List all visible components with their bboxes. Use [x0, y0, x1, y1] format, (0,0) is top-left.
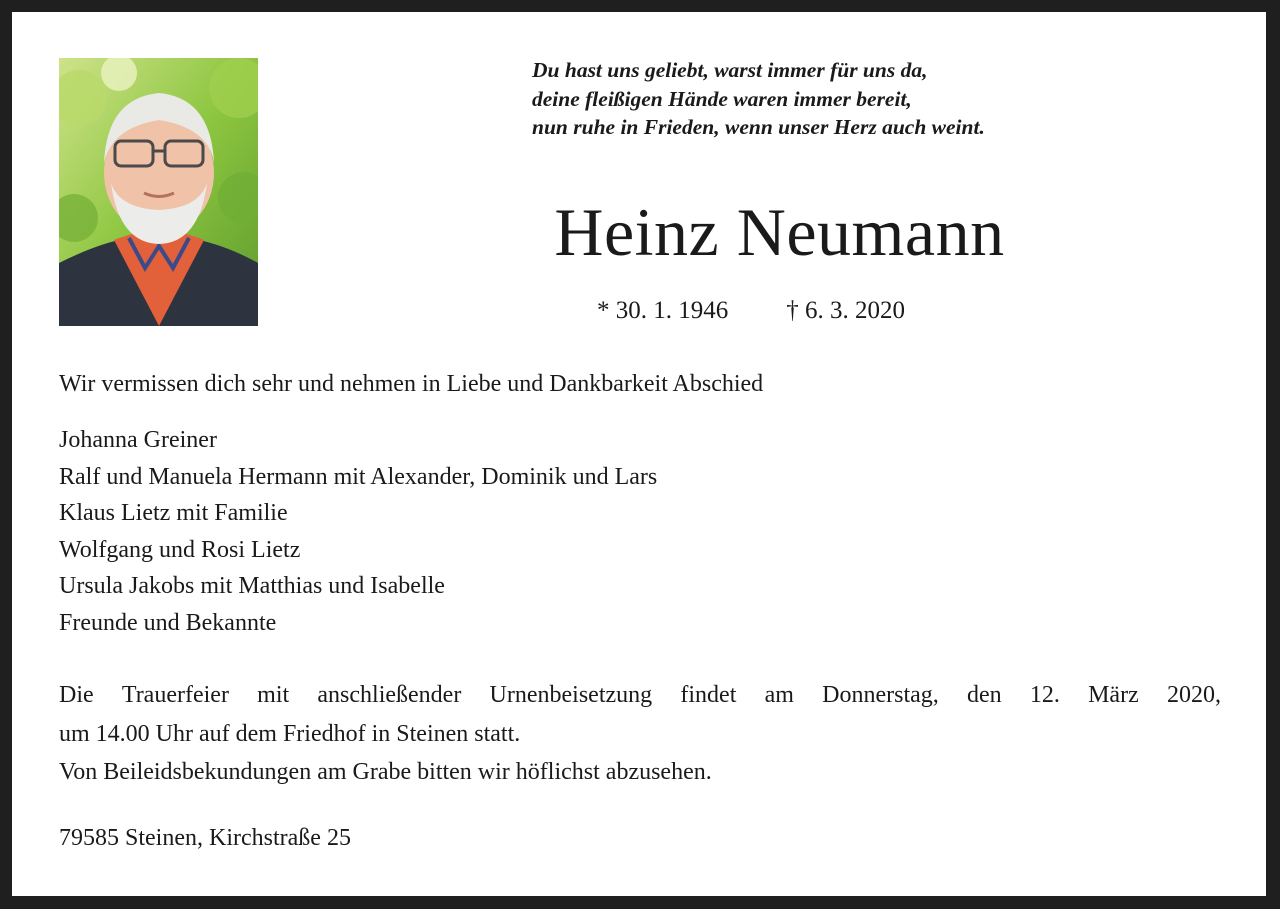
ceremony-word: 12.	[1029, 682, 1060, 708]
deceased-name: Heinz Neumann	[554, 194, 1005, 270]
mourner-entry: Ralf und Manuela Hermann mit Alexander, Dominik und Lars	[59, 463, 658, 490]
portrait-image	[59, 58, 258, 326]
death-date: † 6. 3. 2020	[786, 297, 905, 324]
birth-date: * 30. 1. 1946	[597, 297, 729, 324]
mourner-entry: Klaus Lietz mit Familie	[59, 500, 288, 527]
mourner-entry: Freunde und Bekannte	[59, 609, 277, 636]
ceremony-info	[59, 676, 1221, 792]
mourner-entry: Wolfgang und Rosi Lietz	[59, 536, 301, 563]
ceremony-word: Urnenbeisetzung	[489, 682, 653, 708]
ceremony-line: um 14.00 Uhr auf dem Friedhof in Steinen statt.	[59, 720, 521, 747]
verse-line: deine fleißigen Hände waren immer bereit,	[532, 86, 912, 111]
portrait-photo	[59, 58, 258, 326]
memorial-verse	[532, 56, 1232, 142]
ceremony-word: März	[1088, 682, 1139, 708]
mourners-list	[59, 422, 657, 642]
ceremony-word: Donnerstag,	[822, 682, 939, 708]
farewell-intro: Wir vermissen dich sehr und nehmen in Liebe und Dankbarkeit Abschied	[59, 371, 764, 397]
obituary-notice	[12, 12, 1266, 896]
ceremony-word: Die	[59, 682, 94, 708]
mourner-entry: Ursula Jakobs mit Matthias und Isabelle	[59, 573, 445, 600]
verse-line: nun ruhe in Frieden, wenn unser Herz auch weint.	[532, 115, 985, 139]
ceremony-word: mit	[257, 682, 290, 708]
ceremony-word: am	[764, 682, 794, 708]
ceremony-word: Trauerfeier	[121, 682, 229, 708]
verse-line: Du hast uns geliebt, warst immer für uns da,	[532, 58, 928, 82]
family-address: 79585 Steinen, Kirchstraße 25	[59, 825, 351, 851]
ceremony-word: findet	[680, 682, 737, 708]
life-dates	[597, 295, 905, 327]
ceremony-word: anschließender	[317, 682, 462, 708]
ceremony-word: den	[966, 682, 1002, 708]
ceremony-word: 2020,	[1166, 682, 1221, 708]
condolence-note: Von Beileidsbekundungen am Grabe bitten wir höflichst abzusehen.	[59, 759, 712, 785]
ceremony-line	[59, 676, 1221, 715]
mourner-entry: Johanna Greiner	[59, 427, 217, 453]
